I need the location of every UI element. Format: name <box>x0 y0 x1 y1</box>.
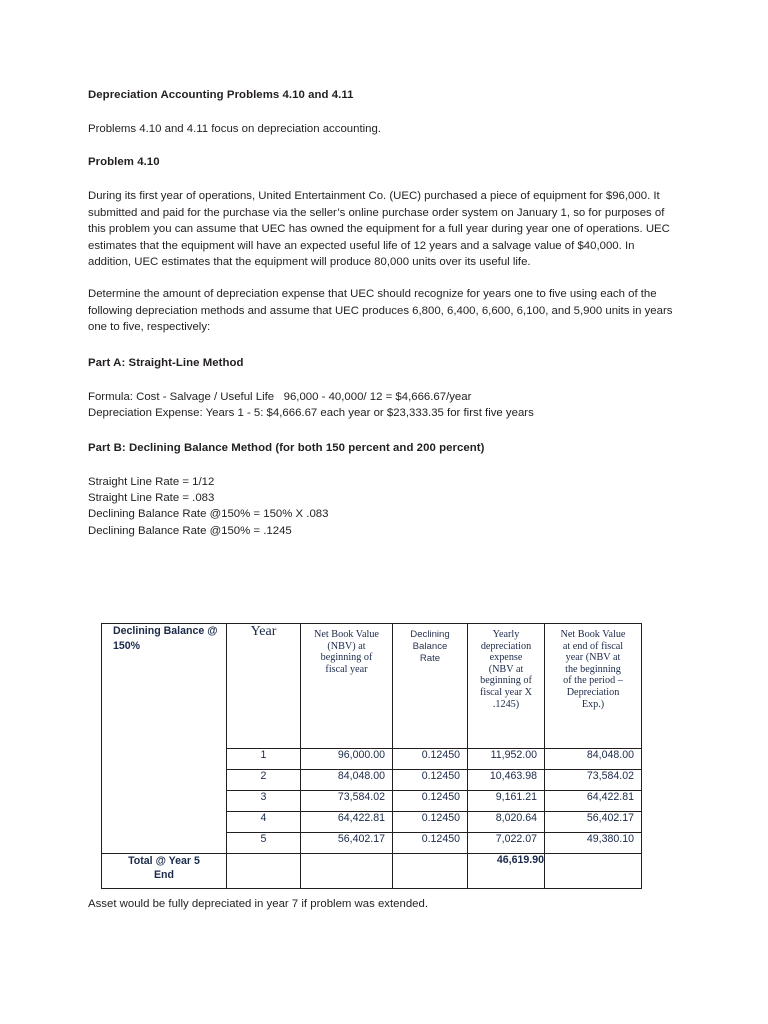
yearly-dep-line-6: fiscal year X <box>479 686 533 698</box>
cell-nbv-begin: 64,422.81 <box>301 812 393 833</box>
total-cell-db-rate-blank <box>393 854 468 889</box>
cell-nbv-end: 64,422.81 <box>545 791 642 812</box>
nbv-begin-line-1: Net Book Value <box>314 629 379 640</box>
cell-yearly-dep: 11,952.00 <box>468 749 545 770</box>
cell-yearly-dep: 9,161.21 <box>468 791 545 812</box>
part-b-sl-rate-decimal: Straight Line Rate = .083 <box>88 492 215 505</box>
column-header-db-rate <box>393 624 468 749</box>
part-b-db-rate-formula: Declining Balance Rate @150% = 150% X .083 <box>88 508 329 521</box>
cell-year: 4 <box>227 812 301 833</box>
nbv-begin-line-3: beginning of <box>320 652 373 664</box>
nbv-end-line-2: at end of fiscal <box>562 640 624 652</box>
footer-note: Asset would be fully depreciated in year 7 if problem was extended. <box>88 898 429 910</box>
cell-year: 1 <box>227 749 301 770</box>
yearly-dep-line-4: (NBV at <box>488 663 524 675</box>
declining-balance-table <box>101 623 642 889</box>
determine-paragraph: Determine the amount of depreciation expense that UEC should recognize for years one to five using each of the following depreciation methods and assume that UEC produces 6,800, 6,400, 6,600, 6,100, and 5,900 units in years one to five, respectively: <box>88 288 673 334</box>
total-cell-year-blank <box>227 854 301 889</box>
part-b-sl-rate-fraction: Straight Line Rate = 1/12 <box>88 476 215 489</box>
yearly-dep-line-5: beginning of <box>480 675 532 687</box>
column-header-year <box>227 624 301 749</box>
table-total-row <box>102 854 642 889</box>
nbv-end-line-1: Net Book Value <box>560 629 626 640</box>
column-header-yearly-depreciation <box>468 624 545 749</box>
intro-paragraph: Problems 4.10 and 4.11 focus on depreciation accounting. <box>88 123 381 135</box>
cell-nbv-end: 84,048.00 <box>545 749 642 770</box>
db-rate-line-2: Balance <box>412 640 448 652</box>
total-label-line-2: End <box>153 869 174 881</box>
total-label-line-1: Total @ Year 5 <box>128 855 200 867</box>
yearly-dep-header-text <box>468 624 544 710</box>
yearly-dep-line-3: expense <box>489 652 523 664</box>
part-a-formula-line: Formula: Cost - Salvage / Useful Life 96,000 - 40,000/ 12 = $4,666.67/year <box>88 390 472 403</box>
cell-db-rate: 0.12450 <box>393 770 468 791</box>
nbv-end-line-6: Depreciation <box>566 686 620 698</box>
cell-year: 5 <box>227 833 301 854</box>
cell-yearly-dep: 10,463.98 <box>468 770 545 791</box>
total-cell-yearly-dep: 46,619.90 <box>468 854 545 889</box>
nbv-begin-line-2: (NBV) at <box>327 640 366 652</box>
table-header-row <box>102 624 642 749</box>
document-body <box>88 88 680 539</box>
db-rate-header-text <box>393 624 467 664</box>
cell-nbv-end: 56,402.17 <box>545 812 642 833</box>
yearly-dep-line-1: Yearly <box>492 629 520 640</box>
yearly-dep-line-2: depreciation <box>480 640 532 652</box>
part-b-heading: Part B: Declining Balance Method (for both 150 percent and 200 percent) <box>88 442 485 455</box>
year-header-label: Year <box>250 624 277 639</box>
declining-balance-table-container <box>101 623 641 889</box>
nbv-end-header-text <box>545 624 641 710</box>
cell-yearly-dep: 8,020.64 <box>468 812 545 833</box>
cell-year: 3 <box>227 791 301 812</box>
nbv-begin-header-text <box>301 624 392 675</box>
cell-nbv-end: 49,380.10 <box>545 833 642 854</box>
cell-db-rate: 0.12450 <box>393 833 468 854</box>
nbv-end-line-4: the beginning <box>565 663 621 675</box>
yearly-dep-line-7: .1245) <box>492 698 520 710</box>
cell-db-rate: 0.12450 <box>393 791 468 812</box>
part-a-heading: Part A: Straight-Line Method <box>88 356 244 369</box>
table-corner-label-cell <box>102 624 227 854</box>
nbv-end-line-7: Exp.) <box>581 698 605 710</box>
cell-year: 2 <box>227 770 301 791</box>
cell-nbv-begin: 73,584.02 <box>301 791 393 812</box>
column-header-nbv-end <box>545 624 642 749</box>
nbv-end-line-5: of the period – <box>563 675 623 687</box>
cell-nbv-begin: 84,048.00 <box>301 770 393 791</box>
part-a-expense-line: Depreciation Expense: Years 1 - 5: $4,666.67 each year or $23,333.35 for first five years <box>88 406 534 419</box>
cell-yearly-dep: 7,022.07 <box>468 833 545 854</box>
nbv-end-line-3: year (NBV at <box>565 652 621 664</box>
column-header-nbv-begin <box>301 624 393 749</box>
part-b-db-rate-value: Declining Balance Rate @150% = .1245 <box>88 524 292 537</box>
cell-nbv-begin: 56,402.17 <box>301 833 393 854</box>
problem-heading: Problem 4.10 <box>88 156 160 169</box>
cell-nbv-begin: 96,000.00 <box>301 749 393 770</box>
total-cell-nbv-end-blank <box>545 854 642 889</box>
problem-body-paragraph: During its first year of operations, United Entertainment Co. (UEC) purchased a piece of equipment for $96,000. It submitted and paid for the purchase via the seller’s online purchase order system on January 1, so for purposes of this problem you can assume that UEC has owned the equipment for a full year during year one of operations. UEC estimates that the equipment will have an expected useful life of 12 years and a salvage value of $40,000. In addition, UEC estimates that the equipment will produce 80,000 units over its useful life. <box>88 190 670 269</box>
cell-nbv-end: 73,584.02 <box>545 770 642 791</box>
table-corner-label: Declining Balance @ 150% <box>113 625 218 652</box>
db-rate-line-3: Rate <box>419 652 441 664</box>
cell-db-rate: 0.12450 <box>393 812 468 833</box>
nbv-begin-line-4: fiscal year <box>325 663 368 675</box>
total-row-label <box>102 854 227 889</box>
total-cell-nbv-begin-blank <box>301 854 393 889</box>
db-rate-line-1: Declining <box>410 629 450 640</box>
page-title: Depreciation Accounting Problems 4.10 and 4.11 <box>88 89 354 101</box>
cell-db-rate: 0.12450 <box>393 749 468 770</box>
